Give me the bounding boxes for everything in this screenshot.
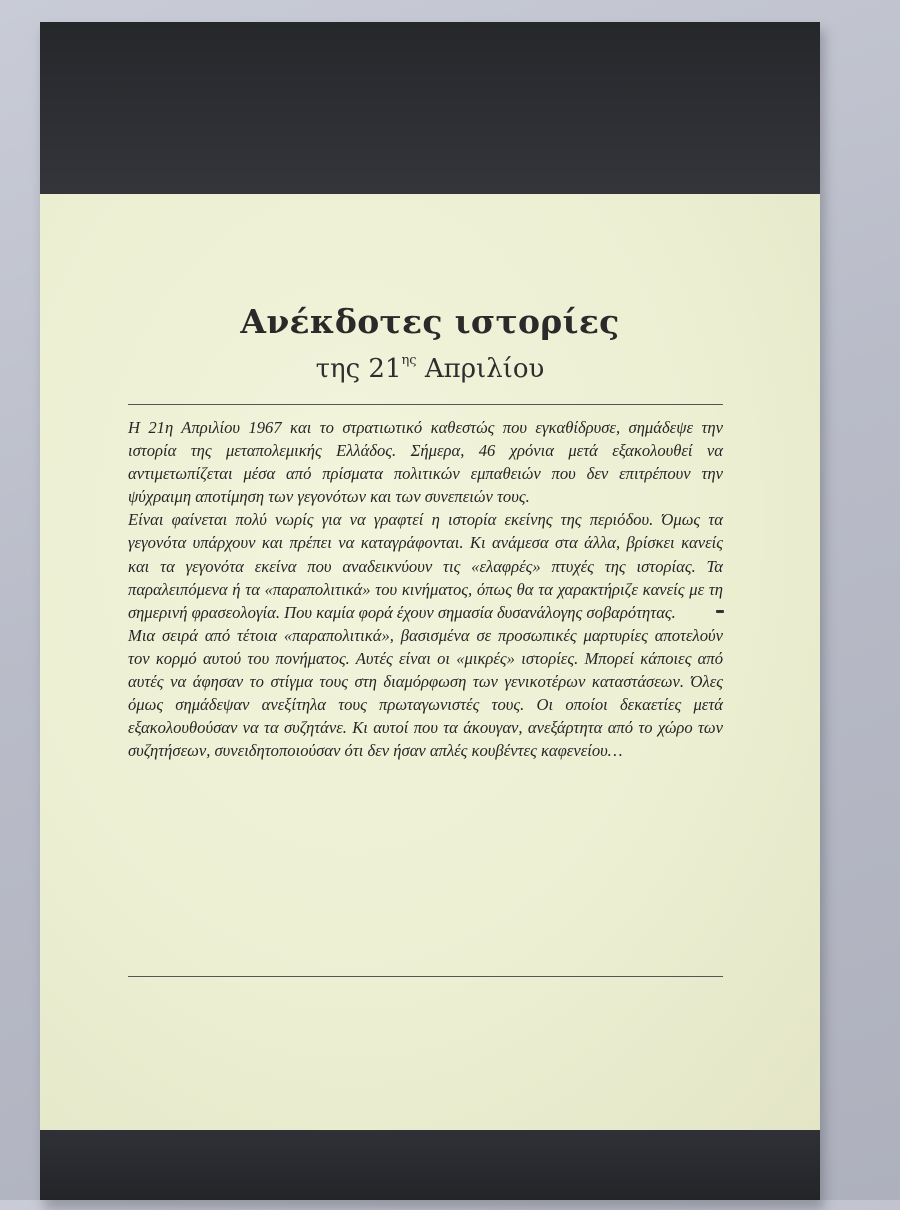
book-back-cover <box>40 22 820 1200</box>
top-divider <box>128 404 723 405</box>
blurb-paragraph: Μια σειρά από τέτοια «παραπολιτικά», βασισμένα σε προσωπικές μαρτυρίες αποτελούν τον κορμό αυτού του πονήματος. Αυτές είναι οι «μικρές» ιστορίες. Μπορεί κάποιες από αυτές να άφησαν το στίγμα τους στη διαμόρφωση των γενικοτέρων καταστάσεων. Όλες όμως σημάδεψαν ανεξίτηλα τους πρωταγωνιστές τους. Οι οποίοι δεκαετίες μετά εξακολουθούσαν να τα συζητάνε. Κι αυτοί που τα άκουγαν, ανεξάρτητα από το χώρο των συζητήσεων, συνειδητοποιούσαν ότι δεν ήσαν απλές κουβέντες καφενείου… <box>128 625 723 761</box>
book-title: Ανέκδοτες ιστορίες <box>240 302 620 341</box>
subtitle-superscript: ης <box>401 353 417 369</box>
blurb-paragraph: Είναι φαίνεται πολύ νωρίς για να γραφτεί η ιστορία εκείνης της περιόδου. Όμως τα γεγονότα υπάρχουν και πρέπει να καταγράφονται. Κι ανάμεσα στα άλλα, βρίσκει κανείς και τα γεγονότα εκείνα που αναδεικνύουν τις «ελαφρές» πτυχές της ιστορίας. Τα παραλειπόμενα ή τα «παραπολιτικά» του κινήματος, όπως θα τα χαρακτήριζε κανείς με τη σημερινή φρασεολογία. Που καμία φορά έχουν σημασία δυσανάλογης σοβαρότητας. <box>128 510 723 622</box>
cover-panel <box>40 194 820 1130</box>
book-subtitle <box>40 354 820 384</box>
blurb-paragraph: Η 21η Απριλίου 1967 και το στρατιωτικό καθεστώς που εγκαθίδρυσε, σημάδεψε την ιστορία της μεταπολεμικής Ελλάδος. Σήμερα, 46 χρόνια μετά εξακολουθεί να αντιμετωπίζεται μέσα από πρίσματα πολιτικών εμπαθειών που δεν επιτρέπουν την ψύχραιμη αποτίμηση των γεγονότων και των συνεπειών τους. <box>128 418 723 507</box>
bottom-divider <box>128 976 723 977</box>
bottom-dark-band <box>40 1130 820 1200</box>
stray-mark <box>716 610 724 613</box>
blurb-text <box>128 416 723 762</box>
top-dark-band <box>40 22 820 194</box>
subtitle-suffix: Απριλίου <box>416 354 545 384</box>
subtitle-prefix: της 21 <box>315 354 402 384</box>
